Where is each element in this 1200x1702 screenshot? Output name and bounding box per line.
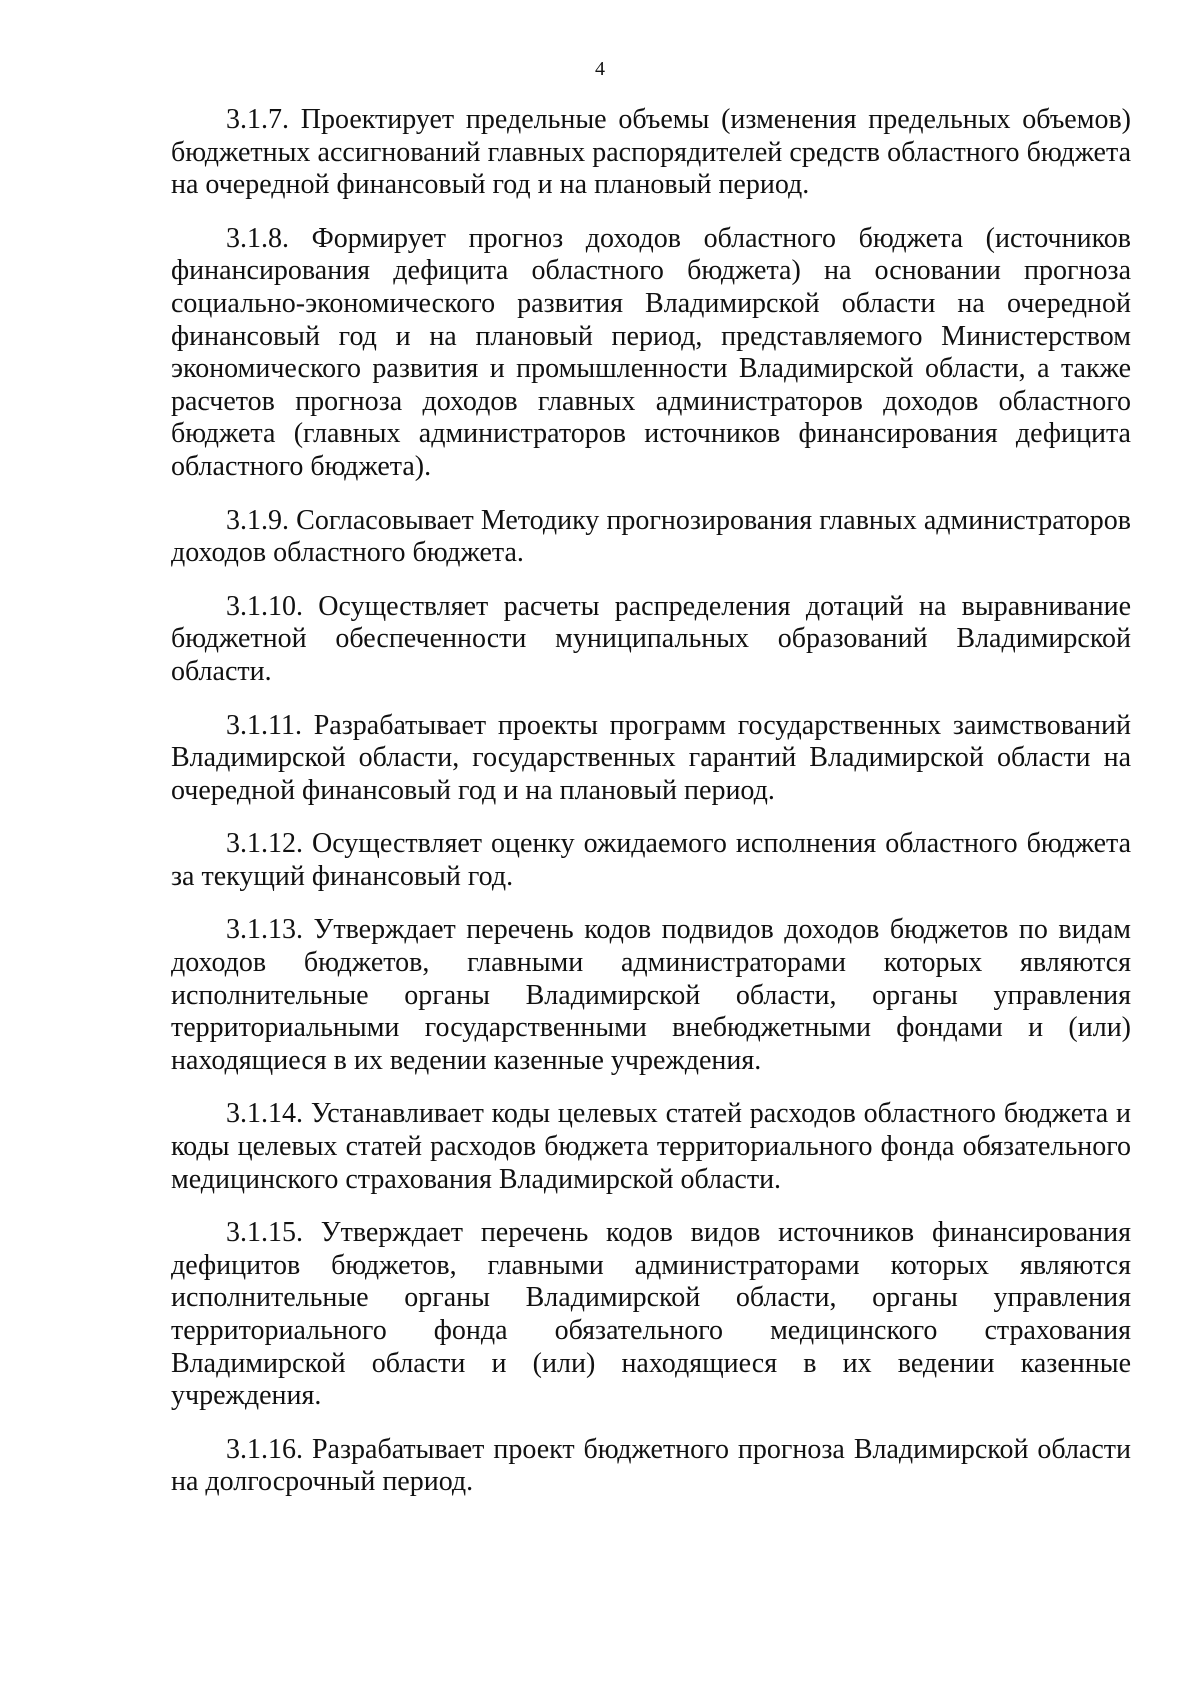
paragraph-3-1-12 xyxy=(171,828,1131,893)
paragraph-number: 3.1.10. xyxy=(226,590,303,622)
paragraph-number: 3.1.8. xyxy=(226,222,289,254)
paragraph-number: 3.1.9. xyxy=(226,504,289,536)
paragraph-text: Проектирует предельные объемы (изменения предельных объемов) бюджетных ассигнований главных распорядителей средств областного бюджета на очередной финансовый год и на плановый период. xyxy=(171,104,1131,201)
paragraph-number: 3.1.12. xyxy=(226,828,303,860)
paragraph-3-1-11 xyxy=(171,710,1131,808)
paragraph-number: 3.1.14. xyxy=(226,1098,303,1130)
paragraph-text: Разрабатывает проект бюджетного прогноза Владимирской области на долгосрочный период. xyxy=(171,1433,1131,1498)
paragraph-3-1-16 xyxy=(171,1434,1131,1499)
paragraph-text: Устанавливает коды целевых статей расходов областного бюджета и коды целевых статей расходов бюджета территориального фонда обязательного медицинского страхования Владимирской области. xyxy=(171,1098,1132,1195)
paragraph-number: 3.1.11. xyxy=(226,709,302,741)
paragraph-number: 3.1.7. xyxy=(226,104,289,135)
paragraph-text: Формирует прогноз доходов областного бюджета (источников финансирования дефицита областного бюджета) на основании прогноза социально-экономического развития Владимирской области на очередной финансовый год и на плановый период, представляемого Министерством экономического развития и промышленности Владимирской области, а также расчетов прогноза доходов главных администраторов доходов областного бюджета (главных администраторов источников финансирования дефицита областного бюджета). xyxy=(171,222,1131,482)
paragraph-3-1-13 xyxy=(171,914,1131,1077)
paragraph-3-1-14 xyxy=(171,1098,1131,1196)
paragraph-number: 3.1.13. xyxy=(226,914,303,946)
paragraph-3-1-7 xyxy=(171,104,1131,202)
paragraph-text: Утверждает перечень кодов видов источников финансирования дефицитов бюджетов, главными администраторами которых являются исполнительные органы Владимирской области, органы управления территориального фонда обязательного медицинского страхования Владимирской области и (или) находящиеся в их ведении казенные учреждения. xyxy=(171,1217,1131,1412)
paragraph-text: Разрабатывает проекты программ государственных заимствований Владимирской области, государственных гарантий Владимирской области на очередной финансовый год и на плановый период. xyxy=(171,709,1131,806)
paragraph-text: Осуществляет расчеты распределения дотаций на выравнивание бюджетной обеспеченности муниципальных образований Владимирской области. xyxy=(171,590,1131,687)
paragraph-3-1-8 xyxy=(171,223,1131,484)
paragraph-text: Утверждает перечень кодов подвидов доходов бюджетов по видам доходов бюджетов, главными администраторами которых являются исполнительные органы Владимирской области, органы управления территориальными государственными внебюджетными фондами и (или) находящиеся в их ведении казенные учреждения. xyxy=(171,914,1131,1076)
paragraph-text: Согласовывает Методику прогнозирования главных администраторов доходов областного бюджета. xyxy=(171,504,1132,569)
page-number: 4 xyxy=(595,58,605,80)
paragraph-number: 3.1.16. xyxy=(226,1433,303,1465)
document-body xyxy=(171,104,1131,1520)
paragraph-number: 3.1.15. xyxy=(226,1217,303,1249)
paragraph-3-1-10 xyxy=(171,591,1131,689)
paragraph-text: Осуществляет оценку ожидаемого исполнения областного бюджета за текущий финансовый год. xyxy=(171,828,1132,892)
paragraph-3-1-9 xyxy=(171,505,1131,570)
paragraph-3-1-15 xyxy=(171,1217,1131,1413)
